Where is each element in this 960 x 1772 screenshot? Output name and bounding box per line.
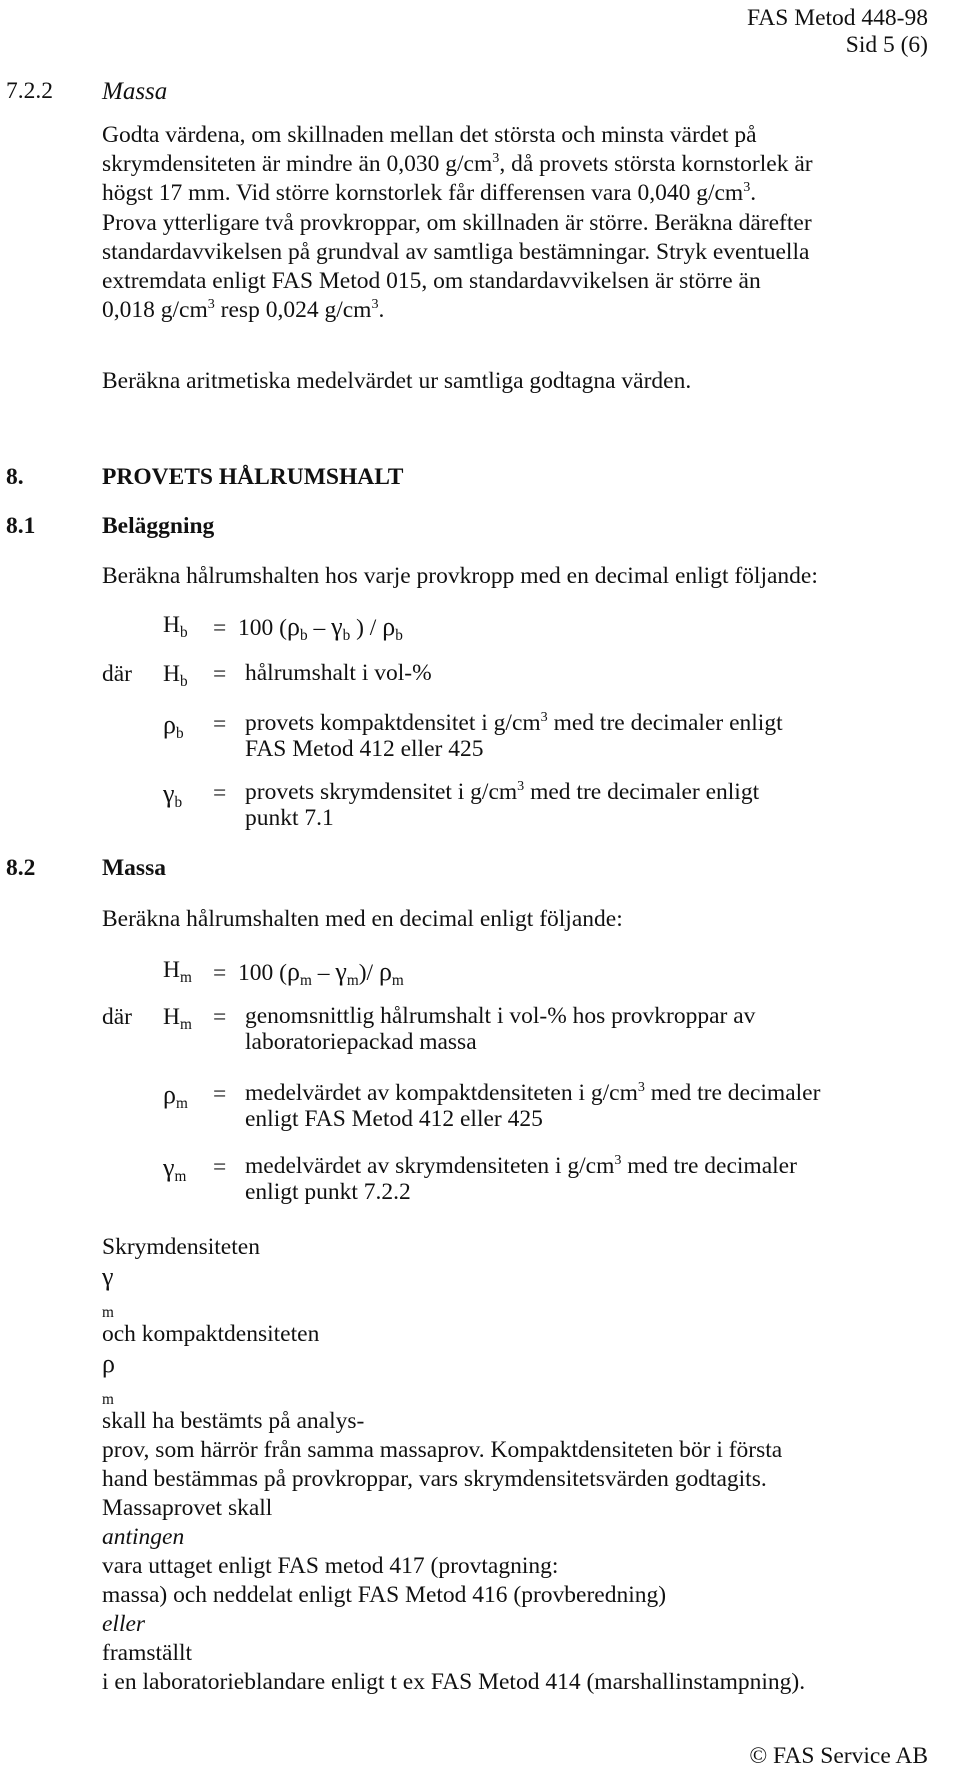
def-text-rho: provets kompaktdensitet i $g/cm^3$ med tre decimaler enligt FAS Metod 412 eller 425 (245, 708, 783, 762)
formula-81-rhs (213, 612, 403, 644)
section-title-8: PROVETS HÅLRUMSHALT (102, 464, 404, 490)
paragraph-722-3: Beräkna aritmetiska medelvärdet ur samtliga godtagna värden. (102, 368, 692, 394)
def-text-rho: medelvärdet av kompaktdensiteten i $g/cm^3$ med tre decimaler enligt FAS Metod 412 eller 425 (245, 1078, 821, 1132)
section-number-8: 8. (6, 464, 24, 490)
minus-sign: – (307, 615, 332, 641)
def-equals: = (213, 711, 227, 737)
text-line: 0,018 $g/cm^3$ resp 0,024 $g/cm^3$. (102, 295, 385, 323)
subscript: b (395, 626, 403, 644)
def-symbol-rho: $\rho_b$ (163, 710, 184, 742)
page-number: Sid 5 (6) (845, 32, 928, 58)
formula-text: ) / (350, 615, 383, 641)
def-equals: = (213, 1154, 227, 1180)
def-text-gamma: provets skrymdensitet i $g/cm^3$ med tre decimaler enligt punkt 7.1 (245, 777, 760, 831)
section-number-82: 8.2 (6, 855, 36, 881)
paragraph-722-1 (102, 121, 813, 208)
def-symbol-gamma: $\gamma_b$ (163, 779, 183, 811)
def-equals: = (213, 1081, 227, 1107)
text-line: Massaprovet skall antingen vara uttaget enligt FAS metod 417 (provtagning: (102, 1494, 805, 1581)
intro-82: Beräkna hålrumshalten med en decimal enligt följande: (102, 906, 623, 932)
rho-symbol: ρ (286, 612, 300, 641)
text-line: skrymdensiteten är mindre än 0,030 $g/cm^3$, då provets största kornstorlek är (102, 149, 813, 177)
section-title-81: Beläggning (102, 513, 215, 539)
subscript: m (346, 971, 359, 989)
def-equals: = (213, 661, 227, 687)
text-line: Skrymdensiteten γ $_m$ och kompaktdensiteten ρ $_m$ skall ha bestämts på analys- (102, 1234, 365, 1434)
rho-symbol: ρ (382, 612, 396, 641)
text-line: massa) och neddelat enligt FAS Metod 416 (provberedning) eller framställt (102, 1581, 805, 1668)
text-line: prov, som härrör från samma massaprov. Kompaktdensiteten bör i första (102, 1437, 783, 1463)
emphasis: eller (102, 1611, 146, 1637)
formula-lhs-sub: m (179, 968, 192, 986)
text-line: Prova ytterligare två provkroppar, om skillnaden är större. Beräkna därefter (102, 210, 812, 236)
formula-lhs-sub: b (179, 623, 188, 641)
paragraph-82-final (102, 1233, 805, 1697)
gamma-symbol: γ (331, 612, 343, 641)
intro-81: Beräkna hålrumshalten hos varje provkropp med en decimal enligt följande: (102, 563, 818, 589)
formula-82 (163, 957, 192, 986)
page-header (747, 5, 928, 59)
formula-lhs: H (163, 957, 180, 983)
subscript: b (342, 626, 351, 644)
subscript: b (299, 626, 308, 644)
formula-text: 100 ( (238, 615, 287, 641)
emphasis: antingen (102, 1524, 185, 1550)
formula-lhs: H (163, 612, 180, 638)
def-symbol-gamma: $\gamma_m$ (163, 1153, 187, 1185)
def-symbol-H: $H_b$ (163, 661, 188, 690)
def-text-gamma: medelvärdet av skrymdensiteten i $g/cm^3$ med tre decimaler enligt punkt 7.2.2 (245, 1151, 797, 1205)
dar-label: där (102, 1004, 133, 1030)
text-line: standardavvikelsen på grundval av samtliga bestämningar. Stryk eventuella (102, 239, 810, 265)
formula-text: )/ (358, 960, 379, 986)
def-symbol-H: $H_m$ (163, 1004, 192, 1033)
text-line: Godta värdena, om skillnaden mellan det största och minsta värdet på (102, 122, 757, 148)
formula-82-rhs (213, 957, 404, 989)
paragraph-722-2 (102, 209, 812, 325)
method-number: FAS Metod 448-98 (746, 5, 928, 31)
subscript: m (391, 971, 404, 989)
text-line: extremdata enligt FAS Metod 015, om standardavvikelsen är större än (102, 268, 761, 294)
formula-text: 100 ( (238, 960, 287, 986)
equals-sign: = (213, 960, 227, 986)
text-line: högst 17 mm. Vid större kornstorlek får differensen vara 0,040 $g/cm^3$. (102, 178, 757, 206)
subscript: m (299, 971, 312, 989)
minus-sign: – (311, 960, 336, 986)
def-symbol-rho: $\rho_m$ (163, 1080, 188, 1112)
text-line: hand bestämmas på provkroppar, vars skrymdensitetsvärden godtagits. (102, 1466, 767, 1492)
def-equals: = (213, 1004, 227, 1030)
rho-symbol: ρ (286, 957, 300, 986)
footer-copyright: © FAS Service AB (749, 1743, 928, 1769)
def-text-H: hålrumshalt i vol-% (245, 660, 432, 686)
formula-81 (163, 612, 188, 641)
section-number-722: 7.2.2 (6, 78, 53, 104)
text-line: i en laboratorieblandare enligt t ex FAS Metod 414 (marshallinstampning). (102, 1669, 806, 1695)
rho-symbol: ρ (378, 957, 392, 986)
gamma-symbol: γ (335, 957, 347, 986)
section-number-81: 8.1 (6, 513, 36, 539)
section-title-722: Massa (102, 78, 168, 105)
section-title-82: Massa (102, 855, 166, 881)
def-equals: = (213, 780, 227, 806)
def-text-H: genomsnittlig hålrumshalt i vol-% hos provkroppar av laboratoriepackad massa (245, 1003, 756, 1055)
equals-sign: = (213, 615, 227, 641)
dar-label: där (102, 661, 133, 687)
